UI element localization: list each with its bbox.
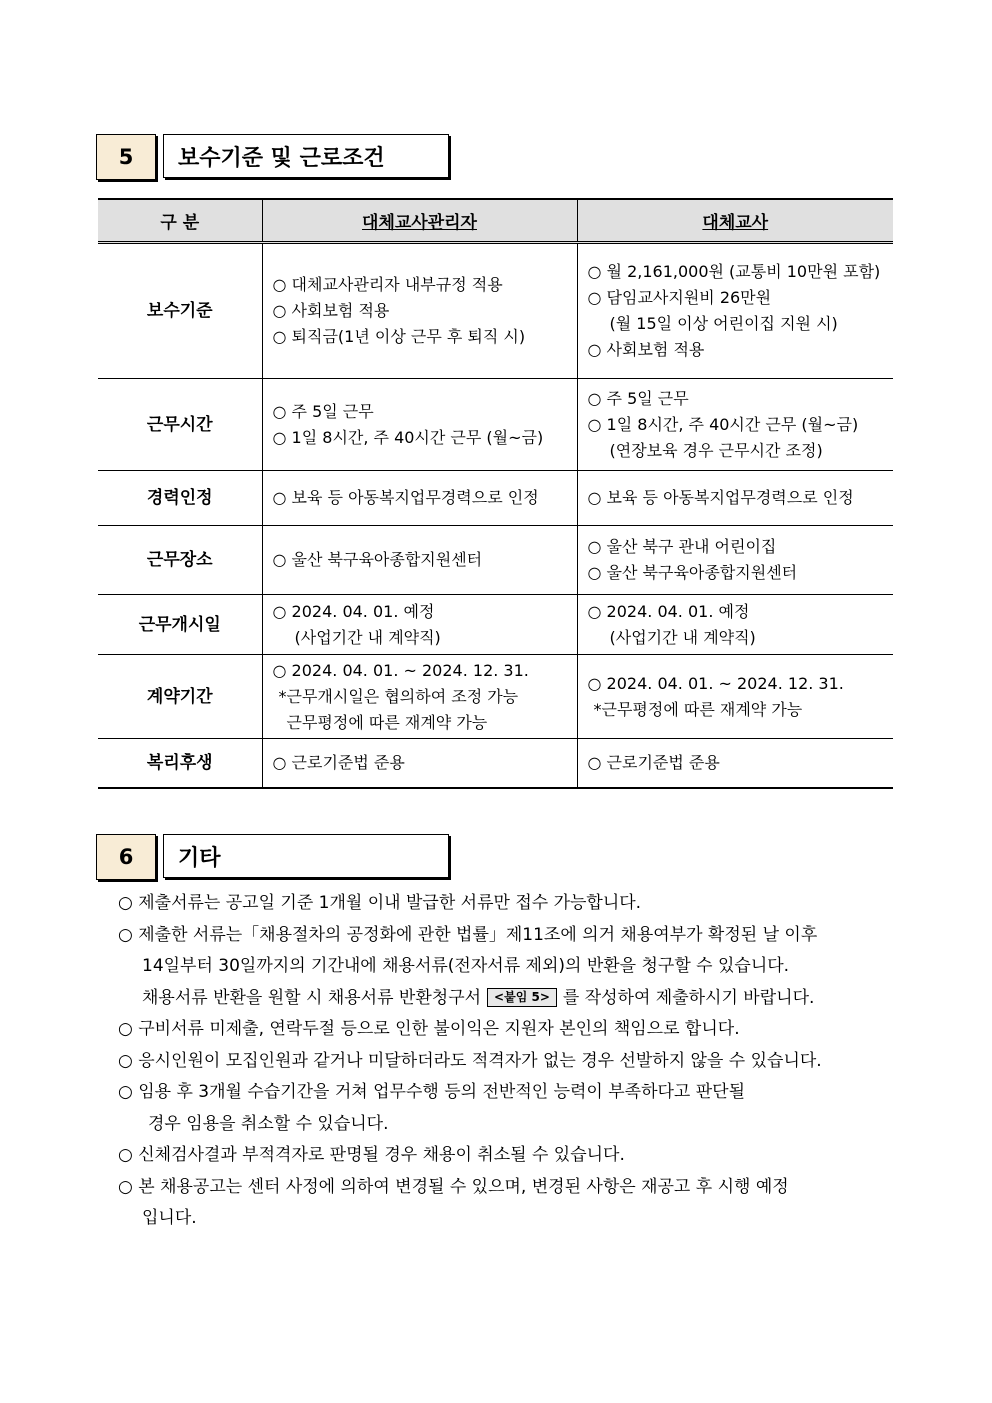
teacher-cell: ○ 2024. 04. 01. 예정 (사업기간 내 계약직)	[577, 595, 893, 655]
teacher-cell: ○ 울산 북구 관내 어린이집 ○ 울산 북구육아종합지원센터	[577, 526, 893, 595]
section-number: 6	[96, 834, 156, 880]
list-item: ○ 신체검사결과 부적격자로 판명될 경우 채용이 취소될 수 있습니다.	[118, 1145, 625, 1165]
manager-cell: ○ 2024. 04. 01. ~ 2024. 12. 31. *근무개시일은 협의하여 조정 가능 근무평정에 따른 재계약 가능	[262, 655, 577, 739]
table-row	[98, 379, 893, 471]
list-item: ○ 본 채용공고는 센터 사정에 의하여 변경될 수 있으며, 변경된 사항은 재공고 후 시행 예정	[118, 1176, 789, 1197]
table-row	[98, 471, 893, 526]
conditions-table	[98, 198, 893, 789]
teacher-cell: ○ 월 2,161,000원 (교통비 10만원 포함) ○ 담임교사지원비 26만원 (월 15일 이상 어린이집 지원 시) ○ 사회보험 적용	[577, 243, 893, 379]
header-category: 구 분	[98, 199, 262, 243]
list-item: ○ 임용 후 3개월 수습기간을 거쳐 업무수행 등의 전반적인 능력이 부족하다고 판단될	[118, 1082, 746, 1102]
section-title: 기타	[163, 834, 449, 878]
teacher-cell: ○ 보육 등 아동복지업무경력으로 인정	[577, 471, 893, 526]
row-label: 근무개시일	[98, 595, 262, 655]
list-item: ○ 제출한 서류는「채용절차의 공정화에 관한 법률」제11조에 의거 채용여부가 확정된 날 이후	[118, 924, 818, 945]
table-header-row	[98, 199, 893, 243]
manager-cell: ○ 2024. 04. 01. 예정 (사업기간 내 계약직)	[262, 595, 577, 655]
list-item-continuation: 14일부터 30일까지의 기간내에 채용서류(전자서류 제외)의 반환을 청구할 수 있습니다.	[142, 956, 790, 976]
list-item: ○ 구비서류 미제출, 연락두절 등으로 인한 불이익은 지원자 본인의 책임으로 합니다.	[118, 1019, 740, 1039]
header-manager: 대체교사관리자	[262, 199, 577, 243]
list-item-continuation: 경우 임용을 취소할 수 있습니다.	[148, 1113, 389, 1134]
manager-cell: ○ 주 5일 근무 ○ 1일 8시간, 주 40시간 근무 (월~금)	[262, 379, 577, 471]
row-label: 근무장소	[98, 526, 262, 595]
manager-cell: ○ 울산 북구육아종합지원센터	[262, 526, 577, 595]
list-item-continuation: 입니다.	[142, 1208, 197, 1228]
manager-cell: ○ 대체교사관리자 내부규정 적용 ○ 사회보험 적용 ○ 퇴직금(1년 이상 근무 후 퇴직 시)	[262, 243, 577, 379]
table-row	[98, 243, 893, 379]
header-teacher: 대체교사	[577, 199, 893, 243]
section-number: 5	[96, 134, 156, 180]
list-item: ○ 제출서류는 공고일 기준 1개월 이내 발급한 서류만 접수 가능합니다.	[118, 893, 642, 913]
teacher-cell: ○ 2024. 04. 01. ~ 2024. 12. 31. *근무평정에 따른 재계약 가능	[577, 655, 893, 739]
section-title: 보수기준 및 근로조건	[163, 134, 449, 178]
list-item: ○ 응시인원이 모집인원과 같거나 미달하더라도 적격자가 없는 경우 선발하지 않을 수 있습니다.	[118, 1050, 822, 1071]
teacher-cell: ○ 주 5일 근무 ○ 1일 8시간, 주 40시간 근무 (월~금) (연장보육 경우 근무시간 조정)	[577, 379, 893, 471]
row-label: 보수기준	[98, 243, 262, 379]
table-row	[98, 739, 893, 788]
row-label: 복리후생	[98, 739, 262, 788]
manager-cell: ○ 보육 등 아동복지업무경력으로 인정	[262, 471, 577, 526]
table-row	[98, 655, 893, 739]
row-label: 경력인정	[98, 471, 262, 526]
list-item-continuation: 채용서류 반환을 원할 시 채용서류 반환청구서 <붙임 5> 를 작성하여 제출하시기 바랍니다.	[142, 987, 815, 1008]
manager-cell: ○ 근로기준법 준용	[262, 739, 577, 788]
notes-list	[118, 888, 908, 1235]
table-row	[98, 595, 893, 655]
row-label: 근무시간	[98, 379, 262, 471]
attachment-badge: <붙임 5>	[487, 988, 557, 1007]
row-label: 계약기간	[98, 655, 262, 739]
table-row	[98, 526, 893, 595]
teacher-cell: ○ 근로기준법 준용	[577, 739, 893, 788]
